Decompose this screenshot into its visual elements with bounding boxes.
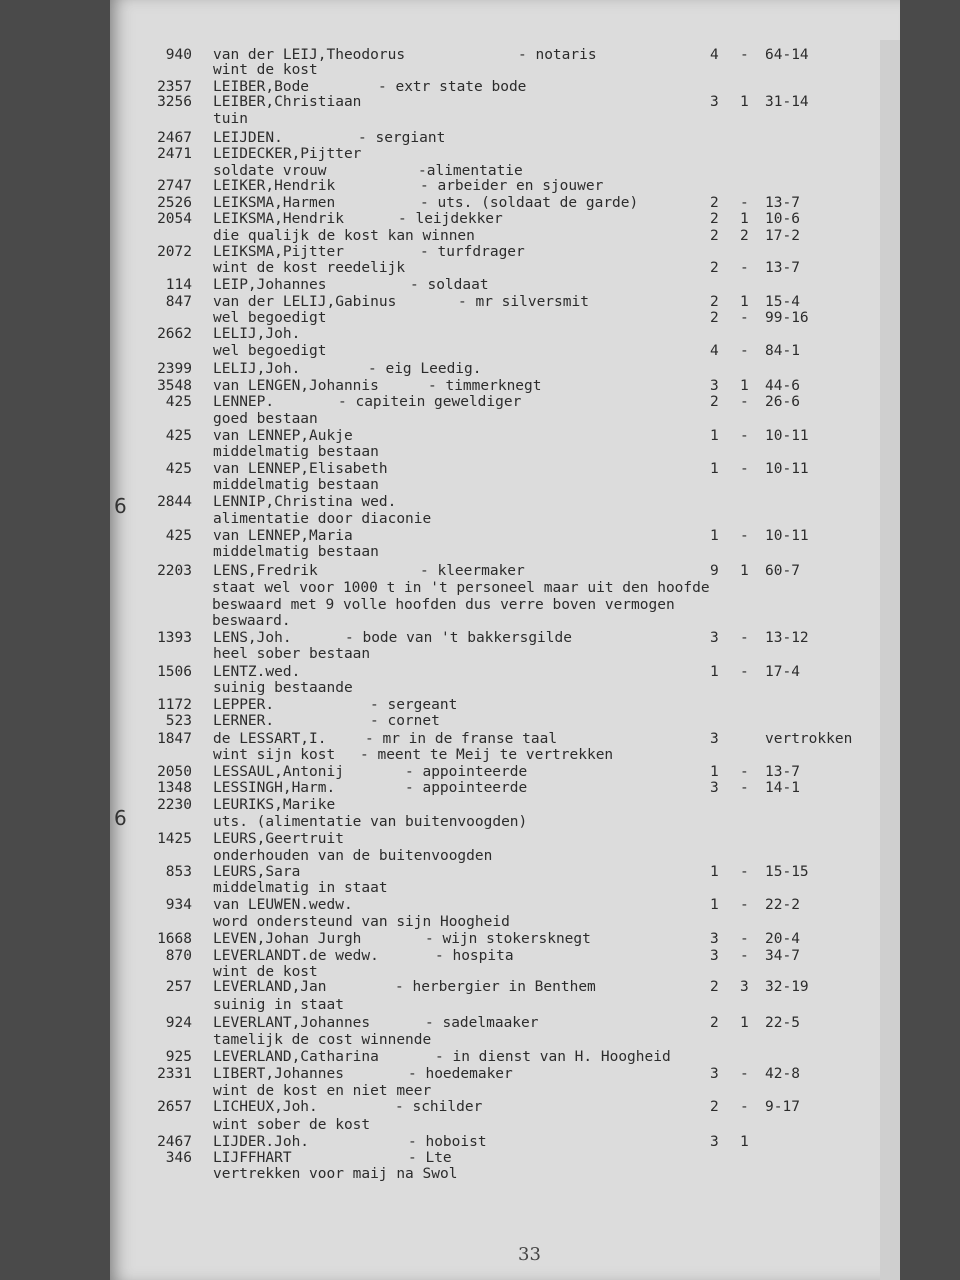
entry-count: 3 [710,731,719,747]
register-entry [0,664,960,681]
register-entry [0,528,960,545]
entry-note-line [0,613,960,630]
entry-occupation: - mr silversmit [458,294,589,310]
register-entry [0,914,960,931]
entry-name: LENNIP,Christina wed. [213,494,397,510]
register-entry [0,1083,960,1100]
register-entry [0,411,960,428]
entry-number: 2844 [157,494,192,510]
entry-subcount: - [740,948,749,964]
entry-name: LEIBER,Christiaan [213,94,362,110]
entry-number: 2072 [157,244,192,260]
entry-number: 425 [165,528,192,544]
entry-name: vertrekken voor maij na Swol [213,1166,458,1182]
entry-name: LEIKER,Hendrik [213,178,336,194]
register-entry [0,394,960,411]
entry-occupation: - wijn stokersknegt [425,931,591,947]
entry-number: 3256 [157,94,192,110]
register-entry [0,511,960,528]
register-entry [0,1099,960,1116]
entry-occupation: - mr in de franse taal [365,731,558,747]
entry-name: goed bestaan [213,411,318,427]
register-entry [0,477,960,494]
entry-count: 1 [710,461,719,477]
register-entry [0,146,960,163]
entry-name: LIJFFHART [213,1150,292,1166]
entry-number: 2467 [157,130,192,146]
entry-subcount: - [740,780,749,796]
entry-number: 2331 [157,1066,192,1082]
entry-subcount: - [740,428,749,444]
entry-occupation: - meent te Meij te vertrekken [360,747,614,763]
register-entry [0,864,960,881]
entry-count: 1 [710,764,719,780]
entry-name: heel sober bestaan [213,646,371,662]
register-entry [0,897,960,914]
entry-name: suinig bestaande [213,680,353,696]
entry-name: wel begoedigt [213,310,327,326]
entry-count: 1 [710,528,719,544]
entry-name: van LENNEP,Aukje [213,428,353,444]
entry-number: 847 [165,294,192,310]
entry-note-line [0,580,960,597]
entry-amount: 22-5 [765,1015,800,1031]
entry-name: wint de kost en niet meer [213,1083,432,1099]
register-entry [0,111,960,128]
entry-amount: 31-14 [765,94,809,110]
entry-number: 1847 [157,731,192,747]
entry-name: van LENGEN,Johannis [213,378,379,394]
entry-name: die qualijk de kost kan winnen [213,228,475,244]
register-entry [0,428,960,445]
register-entry [0,979,960,996]
entry-number: 924 [165,1015,192,1031]
entry-occupation: - timmerknegt [428,378,542,394]
entry-name: middelmatig bestaan [213,444,379,460]
entry-count: 3 [710,1066,719,1082]
entry-number: 425 [165,461,192,477]
entry-number: 1172 [157,697,192,713]
entry-name: wint sober de kost [213,1117,371,1133]
entry-number: 2471 [157,146,192,162]
entry-subcount: - [740,394,749,410]
register-entry [0,630,960,647]
register-entry [0,731,960,748]
entry-amount: 9-17 [765,1099,800,1115]
entry-number: 2526 [157,195,192,211]
note-text: beswaard. [212,613,291,629]
entry-amount: 10-11 [765,461,809,477]
entry-name: tamelijk de cost winnende [213,1032,432,1048]
entry-count: 3 [710,948,719,964]
entry-count: 9 [710,563,719,579]
entry-occupation: - appointeerde [405,780,528,796]
entry-name: van der LEIJ,Theodorus [213,47,406,63]
entry-name: onderhouden van de buitenvoogden [213,848,493,864]
entry-name: van LENNEP,Maria [213,528,353,544]
register-entry [0,444,960,461]
entry-subcount: 1 [740,1134,749,1150]
entry-subcount: - [740,47,749,63]
entry-name: soldate vrouw [213,163,327,179]
entry-number: 870 [165,948,192,964]
entry-amount: 84-1 [765,343,800,359]
register-entry [0,831,960,848]
entry-name: LEURS,Geertruit [213,831,344,847]
register-entry [0,646,960,663]
entry-name: van LENNEP,Elisabeth [213,461,388,477]
entry-subcount: - [740,528,749,544]
entry-subcount: - [740,931,749,947]
entry-name: LEIDECKER,Pijtter [213,146,362,162]
entry-subcount: - [740,1099,749,1115]
entry-name: wint sijn kost [213,747,336,763]
register-entry [0,780,960,797]
entry-occupation: - sadelmaaker [425,1015,539,1031]
entry-name: LEVEN,Johan Jurgh [213,931,362,947]
register-entry [0,544,960,561]
entry-name: word ondersteund van sijn Hoogheid [213,914,510,930]
entry-occupation: - hospita [435,948,514,964]
entry-count: 3 [710,931,719,947]
register-entry [0,130,960,147]
entry-amount: 13-7 [765,764,800,780]
entry-subcount: 2 [740,228,749,244]
entry-name: uts. (alimentatie van buitenvoogden) [213,814,528,830]
entry-number: 853 [165,864,192,880]
entry-amount: 10-11 [765,528,809,544]
entry-amount: 34-7 [765,948,800,964]
entry-count: 1 [710,897,719,913]
entry-name: alimentatie door diaconie [213,511,432,527]
entry-amount: 26-6 [765,394,800,410]
register-entry [0,244,960,261]
entry-number: 925 [165,1049,192,1065]
page-number: 33 [518,1244,541,1265]
entry-number: 1506 [157,664,192,680]
entry-number: 2050 [157,764,192,780]
entry-occupation: - cornet [370,713,440,729]
entry-subcount: 1 [740,563,749,579]
register-entry [0,211,960,228]
entry-number: 2747 [157,178,192,194]
entry-count: 4 [710,47,719,63]
register-entry [0,294,960,311]
entry-amount: 10-6 [765,211,800,227]
entry-name: tuin [213,111,248,127]
entry-name: LERNER. [213,713,275,729]
entry-name: LENS,Fredrik [213,563,318,579]
register-entry [0,1117,960,1134]
entry-occupation: - sergeant [370,697,458,713]
register-entry [0,797,960,814]
entry-count: 3 [710,378,719,394]
entry-amount: 14-1 [765,780,800,796]
entry-occupation: - hoedemaker [408,1066,513,1082]
entry-subcount: - [740,764,749,780]
entry-count: 2 [710,979,719,995]
entry-name: LEVERLAND,Jan [213,979,327,995]
entry-amount: 44-6 [765,378,800,394]
entry-amount: 99-16 [765,310,809,326]
entry-occupation: - turfdrager [420,244,525,260]
entry-name: LIBERT,Johannes [213,1066,344,1082]
entry-name: LENS,Joh. [213,630,292,646]
entry-number: 425 [165,394,192,410]
entry-name: van der LELIJ,Gabinus [213,294,397,310]
entry-occupation: - hoboist [408,1134,487,1150]
entry-count: 3 [710,630,719,646]
note-text: beswaard met 9 volle hoofden dus verre boven vermogen [212,597,675,613]
register-entry [0,1032,960,1049]
entry-count: 1 [710,428,719,444]
register-entry [0,680,960,697]
entry-number: 346 [165,1150,192,1166]
entry-amount: 15-15 [765,864,809,880]
entry-subcount: - [740,1066,749,1082]
entry-subcount: 1 [740,378,749,394]
entry-name: LICHEUX,Joh. [213,1099,318,1115]
entry-name: LESSAUL,Antonij [213,764,344,780]
entry-name: middelmatig bestaan [213,477,379,493]
register-entry [0,62,960,79]
entry-subcount: 3 [740,979,749,995]
register-entry [0,228,960,245]
margin-mark: 6 [114,806,127,830]
register-entry [0,361,960,378]
entry-subcount: 1 [740,94,749,110]
entry-subcount: 1 [740,211,749,227]
register-entry [0,195,960,212]
entry-occupation: - kleermaker [420,563,525,579]
entry-name: wint de kost [213,62,318,78]
register-entry [0,178,960,195]
entry-amount: 20-4 [765,931,800,947]
entry-number: 2399 [157,361,192,377]
entry-number: 934 [165,897,192,913]
entry-name: LEIJDEN. [213,130,283,146]
entry-subcount: 1 [740,1015,749,1031]
entry-name: middelmatig bestaan [213,544,379,560]
entry-amount: 17-2 [765,228,800,244]
entry-occupation: - uts. (soldaat de garde) [420,195,639,211]
entry-name: LEURIKS,Marike [213,797,336,813]
register-entry [0,764,960,781]
entry-amount: vertrokken [765,731,853,747]
entry-amount: 22-2 [765,897,800,913]
entry-subcount: 1 [740,294,749,310]
register-entry [0,931,960,948]
entry-number: 1668 [157,931,192,947]
entry-count: 2 [710,195,719,211]
entry-number: 425 [165,428,192,444]
entry-occupation: - schilder [395,1099,483,1115]
entry-subcount: - [740,260,749,276]
entry-number: 1425 [157,831,192,847]
entry-name: LEVERLANDT.de wedw. [213,948,379,964]
register-entry [0,461,960,478]
entry-subcount: - [740,461,749,477]
entry-number: 2657 [157,1099,192,1115]
entry-count: 2 [710,211,719,227]
entry-name: LEVERLANT,Johannes [213,1015,371,1031]
register-entry [0,277,960,294]
register-entry [0,848,960,865]
entry-name: wel begoedigt [213,343,327,359]
entry-count: 2 [710,294,719,310]
entry-amount: 60-7 [765,563,800,579]
entry-name: LEVERLAND,Catharina [213,1049,379,1065]
note-text: staat wel voor 1000 t in 't personeel maar uit den hoofde [212,580,710,596]
entry-number: 2054 [157,211,192,227]
entry-occupation: - sergiant [358,130,446,146]
register-entry [0,94,960,111]
entry-amount: 17-4 [765,664,800,680]
entry-subcount: - [740,864,749,880]
entry-note-line [0,597,960,614]
entry-number: 1393 [157,630,192,646]
entry-name: middelmatig in staat [213,880,388,896]
entry-name: suinig in staat [213,997,344,1013]
register-entry [0,494,960,511]
entry-occupation: - herbergier in Benthem [395,979,596,995]
entry-number: 1348 [157,780,192,796]
entry-amount: 32-19 [765,979,809,995]
entry-name: LEPPER. [213,697,275,713]
entry-occupation: - bode van 't bakkersgilde [345,630,572,646]
register-entry [0,563,960,580]
entry-occupation: - appointeerde [405,764,528,780]
register-entry [0,1150,960,1167]
entry-number: 2357 [157,79,192,95]
entry-count: 2 [710,228,719,244]
entry-count: 1 [710,664,719,680]
register-entry [0,326,960,343]
entry-number: 2203 [157,563,192,579]
entry-name: wint de kost reedelijk [213,260,406,276]
entry-occupation: - soldaat [410,277,489,293]
entry-name: LEIKSMA,Pijtter [213,244,344,260]
entry-name: LEIKSMA,Harmen [213,195,336,211]
entry-occupation: - eig Leedig. [368,361,482,377]
entry-count: 2 [710,1015,719,1031]
register-entry [0,260,960,277]
entry-count: 2 [710,260,719,276]
register-entry [0,1166,960,1183]
entry-count: 1 [710,864,719,880]
entry-amount: 15-4 [765,294,800,310]
margin-mark: 6 [114,494,127,518]
entry-occupation: - in dienst van H. Hoogheid [435,1049,671,1065]
register-entry [0,1015,960,1032]
entry-count: 2 [710,310,719,326]
entry-name: LEIP,Johannes [213,277,327,293]
entry-amount: 13-12 [765,630,809,646]
register-entry [0,814,960,831]
entry-occupation: - Lte [408,1150,452,1166]
entry-name: LIJDER.Joh. [213,1134,310,1150]
register-entry [0,713,960,730]
entry-occupation: - notaris [518,47,597,63]
entry-name: van LEUWEN.wedw. [213,897,353,913]
register-entry [0,310,960,327]
entry-name: LEURS,Sara [213,864,301,880]
entry-occupation: - extr state bode [378,79,527,95]
entry-occupation: - arbeider en sjouwer [420,178,604,194]
entry-amount: 64-14 [765,47,809,63]
entry-number: 3548 [157,378,192,394]
entry-name: LEIKSMA,Hendrik [213,211,344,227]
entry-count: 2 [710,1099,719,1115]
entry-name: LESSINGH,Harm. [213,780,336,796]
entry-name: LELIJ,Joh. [213,326,301,342]
entry-name: LELIJ,Joh. [213,361,301,377]
entry-number: 114 [165,277,192,293]
entry-count: 2 [710,394,719,410]
register-entry [0,697,960,714]
register-entry [0,880,960,897]
entry-count: 3 [710,94,719,110]
entry-name: LENNEP. [213,394,275,410]
register-entry [0,997,960,1014]
register-entry [0,378,960,395]
entry-occupation: -alimentatie [418,163,523,179]
entry-subcount: - [740,310,749,326]
entry-amount: 13-7 [765,260,800,276]
entry-name: LENTZ.wed. [213,664,301,680]
entry-number: 940 [165,47,192,63]
entry-number: 523 [165,713,192,729]
entry-subcount: - [740,664,749,680]
register-entry [0,747,960,764]
entry-number: 2467 [157,1134,192,1150]
entry-count: 4 [710,343,719,359]
register-entry [0,1049,960,1066]
entry-count: 3 [710,1134,719,1150]
register-entry [0,1134,960,1151]
register-entry [0,948,960,965]
entry-count: 3 [710,780,719,796]
entry-amount: 42-8 [765,1066,800,1082]
register-entry [0,1066,960,1083]
entry-subcount: - [740,343,749,359]
entry-name: LEIBER,Bode [213,79,310,95]
entry-occupation: - leijdekker [398,211,503,227]
entry-name: wint de kost [213,964,318,980]
entry-occupation: - capitein geweldiger [338,394,522,410]
entry-number: 257 [165,979,192,995]
entry-name: de LESSART,I. [213,731,327,747]
entry-subcount: - [740,897,749,913]
entry-subcount: - [740,195,749,211]
entry-subcount: - [740,630,749,646]
entry-number: 2662 [157,326,192,342]
entry-amount: 10-11 [765,428,809,444]
register-entry [0,343,960,360]
entry-number: 2230 [157,797,192,813]
entry-amount: 13-7 [765,195,800,211]
